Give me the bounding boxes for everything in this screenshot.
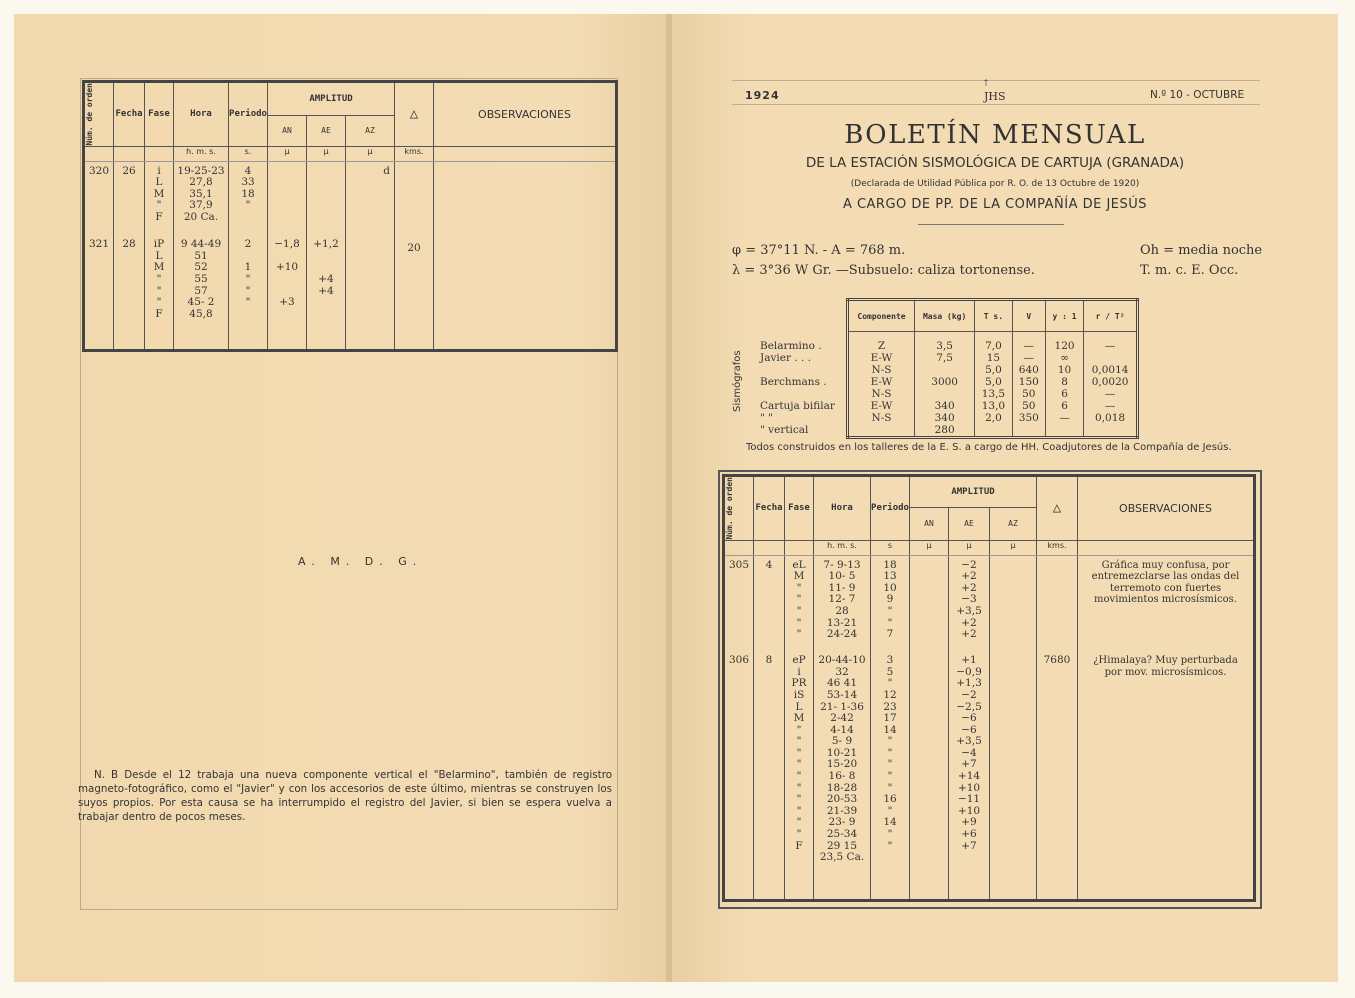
col-num-header: Núm. de orden (724, 476, 754, 541)
issue-number: N.º 10 - OCTUBRE (1150, 89, 1245, 101)
cross-icon: † (984, 78, 988, 87)
cell-hora: 9 44-49 51 52 55 57 45- 2 45,8 (174, 235, 229, 350)
units-row (724, 540, 1255, 555)
unit-an: μ (910, 540, 949, 555)
col-fase-header: Fase (145, 82, 174, 147)
instrument-table (846, 298, 1139, 439)
right-seismic-table (722, 474, 1256, 902)
top-rule (732, 80, 1260, 81)
inst-col-y: y : 1 (1046, 300, 1084, 332)
cell-delta (1037, 555, 1078, 651)
cargo-line: A CARGO DE PP. DE LA COMPAÑÍA DE JESÚS (842, 197, 1148, 212)
coordinates-lon: λ = 3°36 W Gr. —Subsuelo: caliza tortonense. (732, 263, 1035, 278)
col-amplitud-header: AMPLITUD (268, 82, 395, 116)
col-az-header: AZ (346, 115, 395, 146)
col-hora-header: Hora (814, 476, 871, 541)
col-amplitud-header: AMPLITUD (910, 476, 1037, 508)
col-fase-header: Fase (785, 476, 814, 541)
unit-az: μ (990, 540, 1037, 555)
col-periodo-header: Periodo (229, 82, 268, 147)
coordinates-lat: φ = 37°11 N. - A = 768 m. (732, 243, 906, 258)
issue-year: 1924 (745, 89, 780, 102)
col-az-header: AZ (990, 508, 1037, 540)
col-periodo-header: Periodo (871, 476, 910, 541)
bulletin-title: BOLETÍN MENSUAL (844, 120, 1146, 150)
col-fecha-header: Fecha (754, 476, 785, 541)
cell-an (910, 651, 949, 900)
unit-delta: kms. (1037, 540, 1078, 555)
col-hora-header: Hora (174, 82, 229, 147)
cell-fase: i L M " F (145, 161, 174, 235)
cell-ae: +1,2 +4 +4 (307, 235, 346, 350)
col-ae-header: AE (307, 115, 346, 146)
cell-fecha: 28 (114, 235, 145, 350)
table-row (84, 235, 617, 350)
cell-hora: 19-25-23 27,8 35,1 37,9 20 Ca. (174, 161, 229, 235)
unit-hora: h. m. s. (174, 146, 229, 161)
col-ae-header: AE (949, 508, 990, 540)
col-delta-header: △ (1037, 476, 1078, 541)
col-obs-header: OBSERVACIONES (1078, 476, 1255, 541)
cell-an: −1,8 +10 +3 (268, 235, 307, 350)
cell-az (990, 651, 1037, 900)
built-note: Todos construidos en los talleres de la E. S. a cargo de HH. Coadjutores de la Compañía de Jesús. (746, 442, 1232, 453)
cell-hora: 20-44-10 32 46 41 53-14 21- 1-36 2-42 4-14 5- 9 10-21 15-20 16- 8 18-28 20-53 21-39 23- 9 25-34 29 15 23,5 Ca. (814, 651, 871, 900)
cell-num: 305 (724, 555, 754, 651)
time-midnight: Oh = media noche (1140, 243, 1263, 258)
inst-t: 7,0 15 5,0 5,0 13,5 13,0 2,0 (975, 332, 1012, 438)
cell-az (990, 555, 1037, 651)
cell-az (346, 235, 395, 350)
inst-col-r: r / T² (1084, 300, 1138, 332)
cell-fecha: 26 (114, 161, 145, 235)
table-row (724, 651, 1255, 900)
cell-periodo: 3 5 " 12 23 17 14 " " " " " 16 " 14 " " (871, 651, 910, 900)
cell-obs: ¿Himalaya? Muy perturbada por mov. microsísmicos. (1078, 651, 1255, 900)
inst-col-componente: Componente (848, 300, 915, 332)
col-obs-header: OBSERVACIONES (434, 82, 617, 147)
inst-r: — 0,0014 0,0020 — — 0,018 (1084, 332, 1138, 438)
header-rule (732, 104, 1260, 105)
cell-num: 306 (724, 651, 754, 900)
cell-obs (434, 235, 617, 350)
cell-fecha: 8 (754, 651, 785, 900)
cell-ae: −2 +2 +2 −3 +3,5 +2 +2 (949, 555, 990, 651)
inst-y: 120 ∞ 10 8 6 6 — (1046, 332, 1084, 438)
footnote: N. B Desde el 12 trabaja una nueva componente vertical el "Belarmino", también de registro magneto-fotográfico, como el "Javier" y con los accesorios de este último, mientras se construyen los suyos propios. Por esta causa se ha interrumpido el registro del Javier, si bien se espera vuelva a trabajar dentro de pocos meses. (78, 769, 612, 823)
unit-periodo: s. (229, 146, 268, 161)
cell-an (268, 161, 307, 235)
cell-delta: 7680 (1037, 651, 1078, 900)
unit-hora: h. m. s. (814, 540, 871, 555)
col-an-header: AN (268, 115, 307, 146)
cell-periodo: 18 13 10 9 " " 7 (871, 555, 910, 651)
inst-comp: Z E-W N-S E-W N-S E-W N-S (870, 340, 893, 424)
cell-an (910, 555, 949, 651)
table-row (84, 161, 617, 235)
inst-v: — — 640 150 50 50 350 (1012, 332, 1045, 438)
cell-az: d (346, 161, 395, 235)
cell-periodo: 2 1 " " " (229, 235, 268, 350)
cell-ae (307, 161, 346, 235)
cell-fase: eL M " " " " " (785, 555, 814, 651)
cell-fecha: 4 (754, 555, 785, 651)
col-fecha-header: Fecha (114, 82, 145, 147)
cell-periodo: 4 33 18 " (229, 161, 268, 235)
inst-col-v: V (1012, 300, 1045, 332)
declared-note: (Declarada de Utilidad Pública por R. O. de 13 Octubre de 1920) (850, 179, 1140, 189)
sismografos-label: Sismógrafos (732, 350, 743, 412)
cell-ae: +1 −0,9 +1,3 −2 −2,5 −6 −6 +3,5 −4 +7 +14 +10 −11 +10 +9 +6 +7 (949, 651, 990, 900)
bulletin-subtitle: DE LA ESTACIÓN SISMOLÓGICA DE CARTUJA (GRANADA) (805, 155, 1185, 171)
cell-num: 320 (84, 161, 114, 235)
cell-hora: 7- 9-13 10- 5 11- 9 12- 7 28 13-21 24-24 (814, 555, 871, 651)
amdg-motto: A. M. D. G. (298, 555, 423, 568)
cell-obs: Gráfica muy confusa, por entremezclarse las ondas del terremoto con fuertes movimientos microsísmicos. (1078, 555, 1255, 651)
time-zone: T. m. c. E. Occ. (1140, 263, 1239, 278)
jhs-monogram: JHS (984, 90, 1006, 103)
cell-num: 321 (84, 235, 114, 350)
cell-obs (434, 161, 617, 235)
unit-ae: μ (949, 540, 990, 555)
cell-delta: 20 (395, 235, 434, 350)
unit-an: μ (268, 146, 307, 161)
cell-fase: iP L M " " " F (145, 235, 174, 350)
col-an-header: AN (910, 508, 949, 540)
inst-col-masa: Masa (kg) (914, 300, 974, 332)
unit-delta: kms. (395, 146, 434, 161)
table-row (724, 555, 1255, 651)
unit-ae: μ (307, 146, 346, 161)
instrument-names: Belarmino . Javier . . . Berchmans . Cartuja bifilar " " " vertical (760, 340, 835, 436)
inst-col-t: T s. (975, 300, 1012, 332)
unit-az: μ (346, 146, 395, 161)
cell-fase: eP i PR iS L M " " " " " " " " " " F (785, 651, 814, 900)
col-delta-header: △ (395, 82, 434, 147)
title-rule (918, 224, 1064, 225)
cell-delta (395, 161, 434, 235)
inst-masa: 3,5 7,5 3000 340 340 280 (914, 332, 974, 438)
col-num-header: Núm. de orden (84, 82, 114, 147)
unit-periodo: s (871, 540, 910, 555)
gutter (666, 14, 672, 982)
